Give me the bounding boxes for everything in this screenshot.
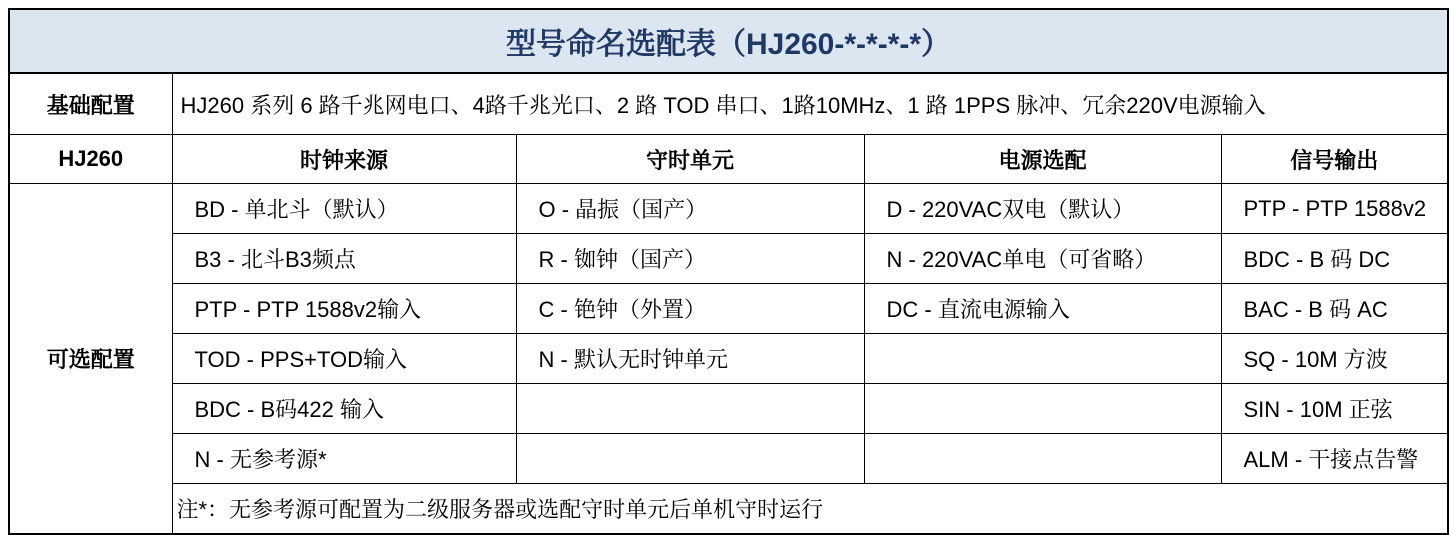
option-cell-clock-source: BD - 单北斗（默认） — [172, 184, 516, 234]
model-naming-table-container — [8, 8, 1449, 535]
option-cell-signal-output: BAC - B 码 AC — [1221, 284, 1448, 334]
option-cell-signal-output: SIN - 10M 正弦 — [1221, 384, 1448, 434]
option-cell-clock-source: TOD - PPS+TOD输入 — [172, 334, 516, 384]
option-cell-power-option — [864, 334, 1221, 384]
option-cell-power-option: N - 220VAC单电（可省略） — [864, 234, 1221, 284]
base-config-row — [9, 73, 1448, 135]
option-row-1 — [9, 184, 1448, 234]
option-cell-power-option: DC - 直流电源输入 — [864, 284, 1221, 334]
option-cell-holdover-unit: N - 默认无时钟单元 — [516, 334, 864, 384]
option-row-5 — [9, 384, 1448, 434]
option-row-4 — [9, 334, 1448, 384]
option-cell-holdover-unit: O - 晶振（国产） — [516, 184, 864, 234]
option-cell-holdover-unit: C - 铯钟（外置） — [516, 284, 864, 334]
footnote: 注*：无参考源可配置为二级服务器或选配守时单元后单机守时运行 — [172, 484, 1448, 535]
table-title: 型号命名选配表（HJ260-*-*-*-*） — [9, 9, 1448, 73]
option-row-6 — [9, 434, 1448, 484]
base-config-description: HJ260 系列 6 路千兆网电口、4路千兆光口、2 路 TOD 串口、1路10MHz、1 路 1PPS 脉冲、冗余220V电源输入 — [172, 73, 1448, 135]
title-row — [9, 9, 1448, 73]
option-cell-signal-output: PTP - PTP 1588v2 — [1221, 184, 1448, 234]
optional-config-label: 可选配置 — [9, 184, 172, 535]
option-cell-clock-source: BDC - B码422 输入 — [172, 384, 516, 434]
column-header-signal-output: 信号输出 — [1221, 135, 1448, 184]
option-row-2 — [9, 234, 1448, 284]
footnote-row — [9, 484, 1448, 535]
option-cell-clock-source: N - 无参考源* — [172, 434, 516, 484]
option-cell-signal-output: SQ - 10M 方波 — [1221, 334, 1448, 384]
column-header-holdover-unit: 守时单元 — [516, 135, 864, 184]
option-cell-holdover-unit: R - 铷钟（国产） — [516, 234, 864, 284]
option-cell-power-option — [864, 384, 1221, 434]
model-name-header: HJ260 — [9, 135, 172, 184]
base-config-label: 基础配置 — [9, 73, 172, 135]
column-header-clock-source: 时钟来源 — [172, 135, 516, 184]
option-cell-clock-source: PTP - PTP 1588v2输入 — [172, 284, 516, 334]
option-cell-holdover-unit — [516, 434, 864, 484]
option-cell-holdover-unit — [516, 384, 864, 434]
option-cell-power-option — [864, 434, 1221, 484]
option-cell-clock-source: B3 - 北斗B3频点 — [172, 234, 516, 284]
column-header-row — [9, 135, 1448, 184]
column-header-power-option: 电源选配 — [864, 135, 1221, 184]
option-cell-power-option: D - 220VAC双电（默认） — [864, 184, 1221, 234]
model-naming-table — [8, 8, 1449, 535]
option-row-3 — [9, 284, 1448, 334]
option-cell-signal-output: BDC - B 码 DC — [1221, 234, 1448, 284]
option-cell-signal-output: ALM - 干接点告警 — [1221, 434, 1448, 484]
